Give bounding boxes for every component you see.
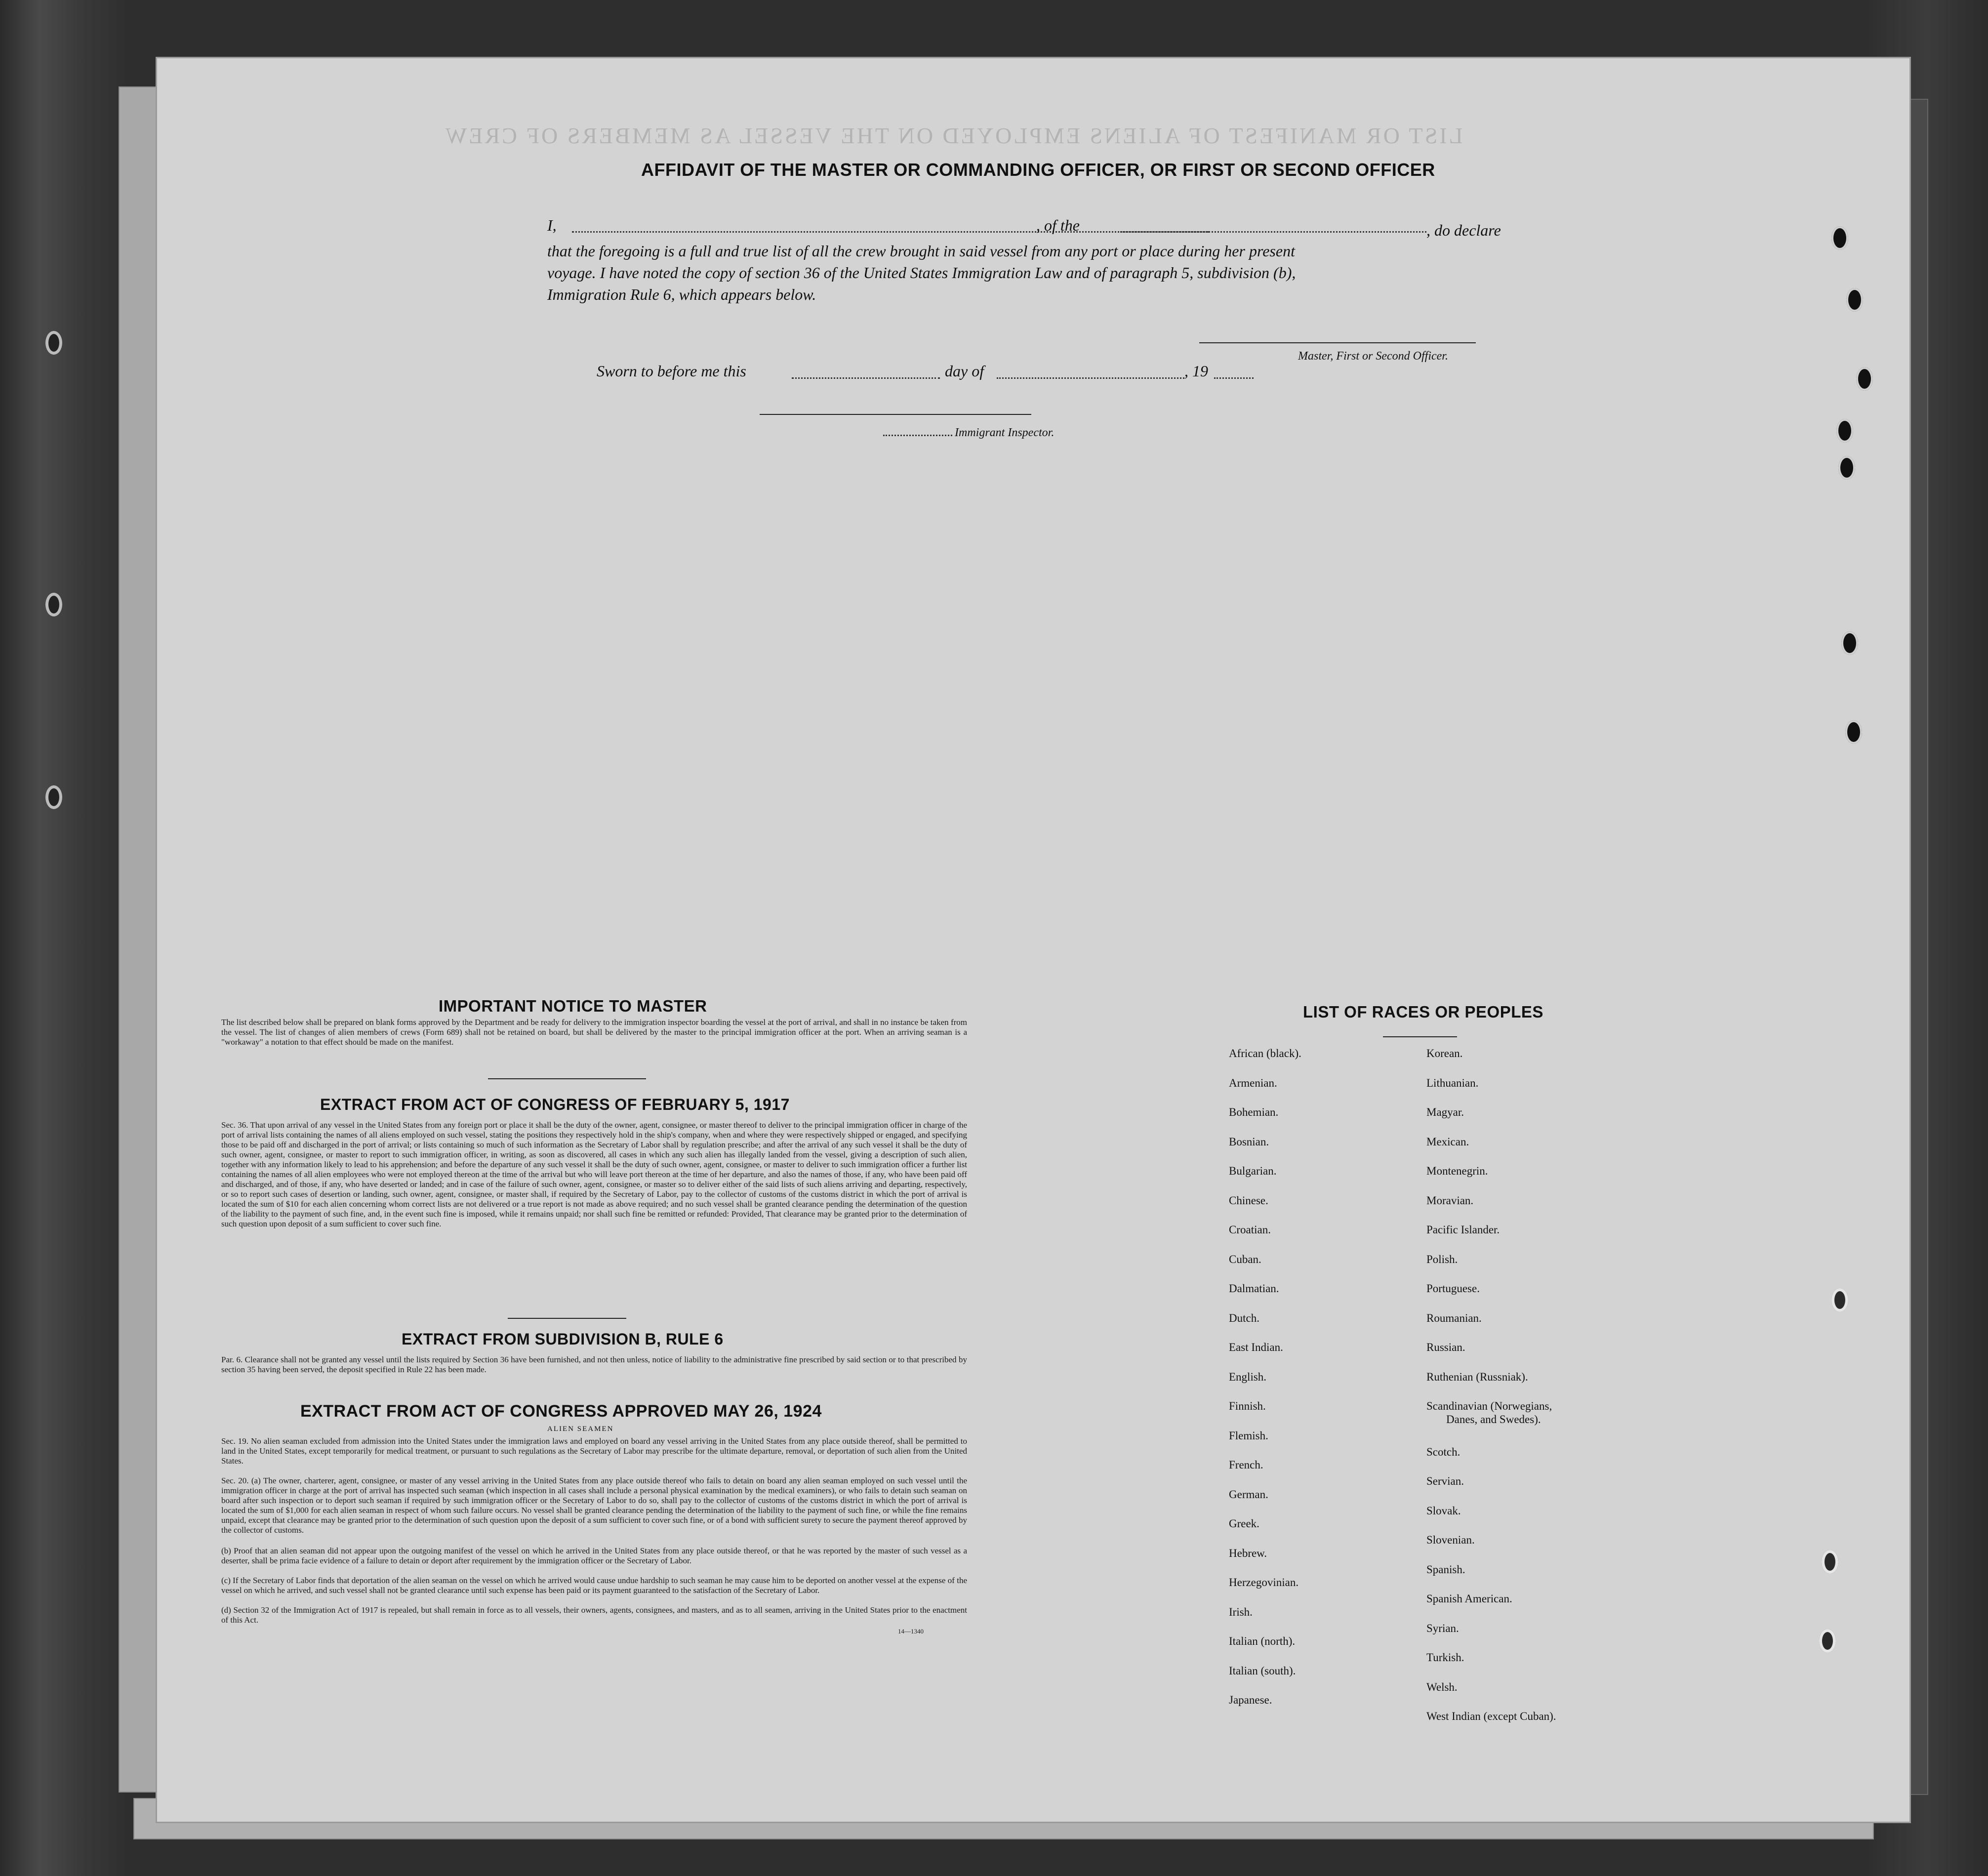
bleed-through-title: LIST OR MANIFEST OF ALIENS EMPLOYED ON THE VESSEL AS MEMBERS OF CREW bbox=[444, 123, 1463, 148]
race-item: Cuban. bbox=[1229, 1253, 1261, 1265]
race-item: Bosnian. bbox=[1229, 1135, 1269, 1148]
punch-hole bbox=[1845, 720, 1862, 744]
race-item: Pacific Islander. bbox=[1426, 1223, 1500, 1236]
master-signature-caption: Master, First or Second Officer. bbox=[1298, 350, 1448, 363]
race-item: Herzegovinian. bbox=[1229, 1576, 1299, 1589]
extract-rule6-title: EXTRACT FROM SUBDIVISION B, RULE 6 bbox=[402, 1330, 724, 1348]
extract-rule6-body: Par. 6. Clearance shall not be granted any vessel until the lists required by Section 36 have been furnished, and not then unless, notice of liability to the administrative fine prescribed by said section or to that prescribed by section 35 having been served, the deposit specified in Rule 22 has been made. bbox=[221, 1355, 967, 1374]
race-item: Croatian. bbox=[1229, 1223, 1271, 1236]
race-item: Syrian. bbox=[1426, 1622, 1459, 1634]
race-item: Armenian. bbox=[1229, 1076, 1277, 1089]
race-item: Welsh. bbox=[1426, 1680, 1458, 1693]
race-item: Polish. bbox=[1426, 1253, 1458, 1265]
race-item: Dalmatian. bbox=[1229, 1282, 1279, 1295]
race-item: Moravian. bbox=[1426, 1194, 1474, 1207]
punch-hole bbox=[1838, 456, 1855, 480]
race-item: Finnish. bbox=[1229, 1400, 1266, 1412]
extract-1924-sec20a: Sec. 20. (a) The owner, charterer, agent, consignee, or master of any vessel arriving in the United States from any place outside thereof who fails to detain on board any alien seaman employed on such vessel until the immigration officer in charge at the port of arrival has inspected such seaman (which inspection in all cases shall include a personal physical examination by the medical examiners), or who fails to detain such seaman on board after such inspection or to deport such seaman if required by such immigration officer or the Secretary of Labor to do so, shall pay to the collector of customs of the customs district in which the port of arrival is located the sum of $1,000 for each alien seaman in respect of whom such failure occurs. No vessel shall be granted clearance pending the determination of the liability to the payment of such fine, or while the fine remains unpaid, except that clearance may be granted prior to the determination of such question upon the deposit of a sum sufficient to cover such fine, or of a bond with sufficient surety to secure the payment thereof approved by the collector of customs. bbox=[221, 1476, 967, 1535]
race-item: Italian (north). bbox=[1229, 1635, 1296, 1647]
race-item: Spanish American. bbox=[1426, 1592, 1512, 1605]
punch-hole bbox=[45, 785, 62, 809]
races-title: LIST OF RACES OR PEOPLES bbox=[1303, 1003, 1543, 1021]
extract-1924-title: EXTRACT FROM ACT OF CONGRESS APPROVED MAY 26, 1924 bbox=[300, 1402, 822, 1421]
race-item: Roumanian. bbox=[1426, 1311, 1482, 1324]
affidavit-line-4: Immigration Rule 6, which appears below. bbox=[547, 285, 816, 303]
race-item: Bohemian. bbox=[1229, 1106, 1279, 1118]
extract-1917-body: Sec. 36. That upon arrival of any vessel in the United States from any foreign port or place it shall be the duty of the owner, agent, consignee, or master thereof to deliver to the principal immigration officer in charge of the port of arrival lists containing the names of all aliens employed on such vessel, stating the positions they respectively hold in the ship's company, when and where they were respectively shipped or engaged, and specifying those to be paid off and discharged in the port of arrival; or lists containing so much of such information as the Secretary of Labor shall by regulation prescribe; and after the arrival of any such vessel it shall be the duty of such owner, agent, consignee, or master to report to such immigration officer, in writing, as soon as discovered, all cases in which any such alien has illegally landed from the vessel, giving a description of such alien, together with any information likely to lead to his apprehension; and before the departure of any such vessel it shall be the duty of such owner, agent, consignee, or master to deliver to such immigration officer a further list containing the names of all alien employees who were not employed thereon at the time of the arrival but who will leave port thereon at the time of her departure, and also the names of those, if any, who have been paid off and discharged, and of those, if any, who have deserted or landed; and in case of the failure of such owner, agent, consignee, or master so to deliver either of the said lists of such aliens arriving and departing, respectively, or so to report such cases of desertion or landing, such owner, agent, consignee, or master shall, if required by the Secretary of Labor, pay to the collector of customs of the customs district in which the port of arrival is located the sum of $10 for each alien concerning whom correct lists are not delivered or a true report is not made as above required; and no such vessel shall be granted clearance pending the determination of the question of the liability to the payment of such fine, and, in the event such fine is imposed, while it remains unpaid; nor shall such fine be remitted or refunded: Provided, That clearance may be granted prior to the determination of such question upon deposit of a sum sufficient to cover such fine. bbox=[221, 1120, 967, 1228]
punch-hole bbox=[45, 331, 62, 355]
race-item: Korean. bbox=[1426, 1047, 1463, 1060]
race-item: French. bbox=[1229, 1459, 1263, 1471]
extract-1924-sec20d: (d) Section 32 of the Immigration Act of 1917 is repealed, but shall remain in force as to all vessels, their owners, agents, consignees, and masters, and as to all seamen, arriving in the United States prior to the enactment of this Act. bbox=[221, 1605, 967, 1625]
race-item: Scandinavian (Norwegians, bbox=[1426, 1400, 1552, 1412]
affidavit-of-the: , of the bbox=[1036, 216, 1080, 234]
extract-1924-sec20c: (c) If the Secretary of Labor finds that deportation of the alien seaman on the vessel on which he arrived would cause undue hardship to such seaman he may cause him to be deported on another vessel at the expense of the vessel on which he arrived, and such vessel shall not be granted clearance until such expense has been paid or its payment guaranteed to the satisfaction of the Secretary of Labor. bbox=[221, 1576, 967, 1595]
race-item: Montenegrin. bbox=[1426, 1165, 1488, 1177]
notice-body: The list described below shall be prepared on blank forms approved by the Department and be ready for delivery to the immigration inspector boarding the vessel at the port of arrival, and shall in no instance be taken from the vessel. The list of changes of alien members of crews (Form 689) shall not be retained on board, but shall be delivered by the master to the principal immigration officer at the port. When an arriving seaman is a "workaway" a notation to that effect should be made on the manifest. bbox=[221, 1018, 967, 1047]
sworn-year-line bbox=[1214, 377, 1254, 379]
affidavit-title: AFFIDAVIT OF THE MASTER OR COMMANDING OFFICER, OR FIRST OR SECOND OFFICER bbox=[641, 160, 1435, 180]
punch-hole bbox=[1822, 1550, 1838, 1574]
race-item: Dutch. bbox=[1229, 1311, 1259, 1324]
punch-hole bbox=[1856, 367, 1873, 391]
extract-1924-sec20b: (b) Proof that an alien seaman did not appear upon the outgoing manifest of the vessel on which he arrived in the United States from any place outside thereof, or that he was reported by the master of such vessel as a deserter, shall be prima facie evidence of a failure to detain or deport after requirement by the immigration officer or the Secretary of Labor. bbox=[221, 1546, 967, 1565]
race-item: Turkish. bbox=[1426, 1651, 1464, 1664]
extract-1917-title: EXTRACT FROM ACT OF CONGRESS OF FEBRUARY 5, 1917 bbox=[320, 1096, 790, 1113]
race-item: Portuguese. bbox=[1426, 1282, 1480, 1295]
race-item: Danes, and Swedes). bbox=[1446, 1413, 1541, 1426]
punch-hole bbox=[1836, 419, 1853, 443]
race-item: Bulgarian. bbox=[1229, 1165, 1277, 1177]
inspector-sub-line bbox=[883, 435, 952, 436]
sworn-month-line bbox=[997, 377, 1184, 379]
race-item: Ruthenian (Russniak). bbox=[1426, 1370, 1528, 1383]
affidavit-line-3: voyage. I have noted the copy of section 36 of the United States Immigration Law and of paragraph 5, subdivision (b), bbox=[547, 264, 1296, 282]
race-item: Slovenian. bbox=[1426, 1534, 1475, 1546]
punch-hole bbox=[1831, 226, 1848, 250]
master-signature-line bbox=[1199, 342, 1476, 343]
affidavit-line-2: that the foregoing is a full and true list of all the crew brought in said vessel from any port or place during her present bbox=[547, 242, 1295, 260]
race-item: African (black). bbox=[1229, 1047, 1301, 1060]
inspector-caption: Immigrant Inspector. bbox=[955, 426, 1055, 439]
extract-1924-sec19: Sec. 19. No alien seaman excluded from admission into the United States under the immigration laws and employed on board any vessel arriving in the United States from any place outside thereof, shall be permitted to land in the United States, except temporarily for medical treatment, or pursuant to such regulations as the Secretary of Labor may prescribe for the ultimate departure, removal, or deportation of such alien from the United States. bbox=[221, 1436, 967, 1466]
vessel-name-line bbox=[1120, 231, 1426, 233]
race-item: Chinese. bbox=[1229, 1194, 1268, 1207]
race-item: Magyar. bbox=[1426, 1106, 1464, 1118]
punch-hole bbox=[1841, 631, 1858, 655]
master-name-line bbox=[572, 231, 1209, 233]
race-item: Flemish. bbox=[1229, 1429, 1268, 1442]
punch-hole bbox=[1819, 1629, 1836, 1653]
race-item: Spanish. bbox=[1426, 1563, 1465, 1576]
race-item: Greek. bbox=[1229, 1517, 1259, 1530]
race-item: Slovak. bbox=[1426, 1504, 1461, 1517]
race-item: Mexican. bbox=[1426, 1135, 1469, 1148]
race-item: Lithuanian. bbox=[1426, 1076, 1479, 1089]
divider bbox=[488, 1078, 646, 1079]
notice-title: IMPORTANT NOTICE TO MASTER bbox=[439, 997, 707, 1015]
inspector-signature-line bbox=[760, 414, 1031, 415]
punch-hole bbox=[45, 593, 62, 616]
affidavit-i: I, bbox=[547, 216, 557, 234]
divider bbox=[1383, 1036, 1457, 1037]
race-item: German. bbox=[1229, 1488, 1268, 1501]
punch-hole bbox=[1846, 288, 1863, 312]
form-number: 14—1340 bbox=[898, 1628, 924, 1635]
race-item: Hebrew. bbox=[1229, 1547, 1267, 1559]
race-item: West Indian (except Cuban). bbox=[1426, 1710, 1556, 1722]
race-item: Servian. bbox=[1426, 1475, 1464, 1487]
sworn-year: , 19 bbox=[1184, 362, 1208, 380]
race-item: Japanese. bbox=[1229, 1694, 1272, 1706]
sworn-day-line bbox=[792, 377, 940, 379]
race-item: Russian. bbox=[1426, 1341, 1465, 1353]
divider bbox=[508, 1318, 626, 1319]
race-item: Italian (south). bbox=[1229, 1664, 1296, 1677]
race-item: Scotch. bbox=[1426, 1445, 1461, 1458]
race-item: East Indian. bbox=[1229, 1341, 1283, 1353]
sworn-day-of: day of bbox=[945, 362, 984, 380]
sworn-prefix: Sworn to before me this bbox=[597, 362, 746, 380]
form-sheet bbox=[157, 58, 1909, 1822]
extract-1924-subtitle: ALIEN SEAMEN bbox=[547, 1425, 614, 1433]
punch-hole bbox=[1831, 1288, 1848, 1312]
race-item: English. bbox=[1229, 1370, 1267, 1383]
affidavit-declare: , do declare bbox=[1426, 221, 1501, 239]
race-item: Irish. bbox=[1229, 1605, 1253, 1618]
